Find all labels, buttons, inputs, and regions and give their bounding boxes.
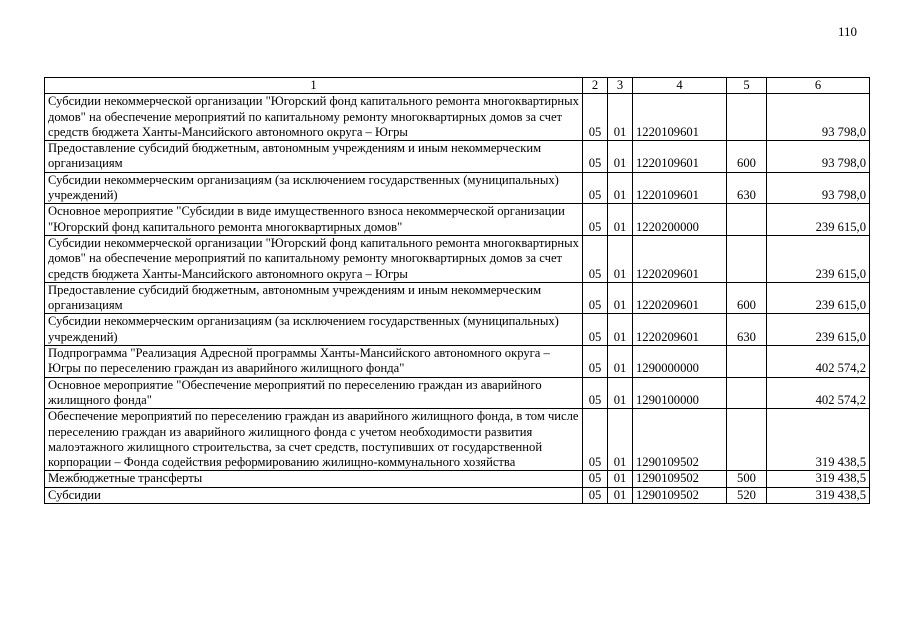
header-cell-vr: 5	[727, 78, 767, 94]
row-vr	[727, 346, 767, 378]
row-vr: 600	[727, 282, 767, 314]
row-csr: 1220109601	[633, 172, 727, 204]
table-row	[45, 282, 870, 314]
row-subsection: 01	[608, 471, 633, 487]
header-cell-csr: 4	[633, 78, 727, 94]
row-section: 05	[583, 282, 608, 314]
row-subsection: 01	[608, 487, 633, 503]
row-section: 05	[583, 471, 608, 487]
row-sum: 319 438,5	[767, 409, 870, 471]
row-csr: 1220209601	[633, 235, 727, 282]
row-vr	[727, 204, 767, 236]
row-sum: 239 615,0	[767, 282, 870, 314]
row-csr: 1290109502	[633, 471, 727, 487]
row-vr	[727, 235, 767, 282]
row-vr	[727, 409, 767, 471]
row-vr	[727, 94, 767, 141]
header-cell-subsection: 3	[608, 78, 633, 94]
table-row	[45, 487, 870, 503]
table-row	[45, 377, 870, 409]
page-number: 110	[838, 24, 858, 39]
row-subsection: 01	[608, 94, 633, 141]
row-name: Межбюджетные трансферты	[45, 471, 583, 487]
row-csr: 1220200000	[633, 204, 727, 236]
row-section: 05	[583, 409, 608, 471]
row-name: Субсидии некоммерческой организации "Югорский фонд капитального ремонта многоквартирных домов" на обеспечение мероприятий по капитальному ремонту многоквартирных домов за счет средств бюджета Ханты-Мансийского автономного округа – Югры	[45, 94, 583, 141]
row-section: 05	[583, 235, 608, 282]
row-section: 05	[583, 314, 608, 346]
row-csr: 1290000000	[633, 346, 727, 378]
row-subsection: 01	[608, 172, 633, 204]
row-name: Субсидии некоммерческим организациям (за исключением государственных (муниципальных) учреждений)	[45, 314, 583, 346]
row-csr: 1220209601	[633, 314, 727, 346]
row-subsection: 01	[608, 409, 633, 471]
row-sum: 93 798,0	[767, 141, 870, 173]
row-vr: 600	[727, 141, 767, 173]
row-vr: 520	[727, 487, 767, 503]
table-row	[45, 204, 870, 236]
row-name: Обеспечение мероприятий по переселению граждан из аварийного жилищного фонда, в том числе переселению граждан из аварийного жилищного фонда с учетом необходимости развития малоэтажного жилищного строительства, за счет средств, поступивших от государственной корпорации – Фонда содействия реформированию жилищно-коммунального хозяйства	[45, 409, 583, 471]
row-subsection: 01	[608, 346, 633, 378]
budget-table	[44, 77, 870, 504]
row-sum: 239 615,0	[767, 235, 870, 282]
row-section: 05	[583, 94, 608, 141]
header-cell-section: 2	[583, 78, 608, 94]
row-sum: 319 438,5	[767, 471, 870, 487]
row-csr: 1220109601	[633, 141, 727, 173]
row-vr: 630	[727, 172, 767, 204]
header-cell-sum: 6	[767, 78, 870, 94]
row-vr	[727, 377, 767, 409]
table-row	[45, 409, 870, 471]
table-row	[45, 141, 870, 173]
row-csr: 1290100000	[633, 377, 727, 409]
row-sum: 239 615,0	[767, 314, 870, 346]
row-sum: 239 615,0	[767, 204, 870, 236]
table-row	[45, 314, 870, 346]
table-row	[45, 94, 870, 141]
row-vr: 630	[727, 314, 767, 346]
row-csr: 1220209601	[633, 282, 727, 314]
row-sum: 402 574,2	[767, 346, 870, 378]
row-subsection: 01	[608, 235, 633, 282]
row-section: 05	[583, 346, 608, 378]
row-sum: 402 574,2	[767, 377, 870, 409]
table-row	[45, 471, 870, 487]
row-name: Субсидии некоммерческой организации "Югорский фонд капитального ремонта многоквартирных домов" на обеспечение мероприятий по капитальному ремонту многоквартирных домов за счет средств бюджета Ханты-Мансийского автономного округа – Югры	[45, 235, 583, 282]
row-subsection: 01	[608, 377, 633, 409]
row-csr: 1220109601	[633, 94, 727, 141]
row-name: Субсидии некоммерческим организациям (за исключением государственных (муниципальных) учреждений)	[45, 172, 583, 204]
row-sum: 319 438,5	[767, 487, 870, 503]
row-subsection: 01	[608, 204, 633, 236]
row-name: Основное мероприятие "Субсидии в виде имущественного взноса некоммерческой организации "Югорский фонд капитального ремонта многоквартирных домов"	[45, 204, 583, 236]
row-section: 05	[583, 204, 608, 236]
row-name: Основное мероприятие "Обеспечение мероприятий по переселению граждан из аварийного жилищного фонда"	[45, 377, 583, 409]
row-csr: 1290109502	[633, 409, 727, 471]
row-name: Субсидии	[45, 487, 583, 503]
row-subsection: 01	[608, 141, 633, 173]
row-section: 05	[583, 487, 608, 503]
row-section: 05	[583, 172, 608, 204]
row-sum: 93 798,0	[767, 172, 870, 204]
row-name: Предоставление субсидий бюджетным, автономным учреждениям и иным некоммерческим организациям	[45, 141, 583, 173]
row-sum: 93 798,0	[767, 94, 870, 141]
row-subsection: 01	[608, 314, 633, 346]
row-csr: 1290109502	[633, 487, 727, 503]
row-section: 05	[583, 141, 608, 173]
row-name: Предоставление субсидий бюджетным, автономным учреждениям и иным некоммерческим организациям	[45, 282, 583, 314]
row-subsection: 01	[608, 282, 633, 314]
table-header-row	[45, 78, 870, 94]
row-section: 05	[583, 377, 608, 409]
header-cell-name: 1	[45, 78, 583, 94]
row-vr: 500	[727, 471, 767, 487]
table-row	[45, 235, 870, 282]
row-name: Подпрограмма "Реализация Адресной программы Ханты-Мансийского автономного округа – Югры по переселению граждан из аварийного жилищного фонда"	[45, 346, 583, 378]
table-row	[45, 172, 870, 204]
table-row	[45, 346, 870, 378]
